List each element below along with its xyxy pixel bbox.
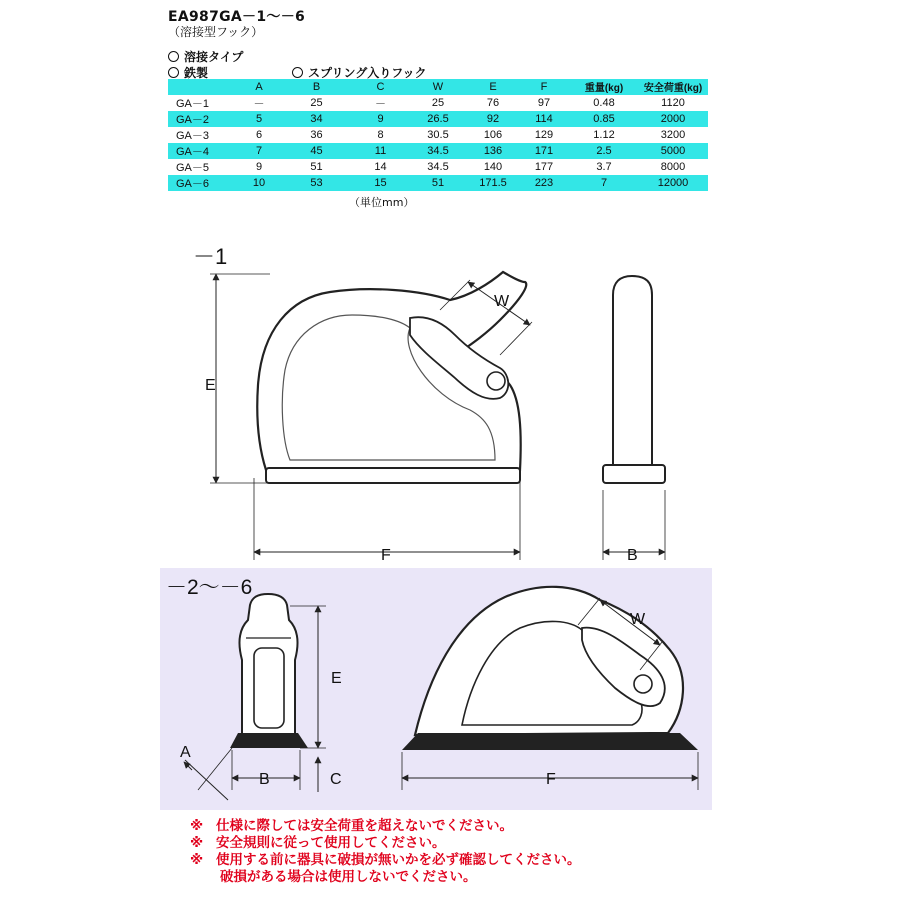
value-cell: 30.5 [427,128,449,141]
warning-text: 仕様に際しては安全荷重を超えないでください。 [216,818,513,834]
value-cell: 8000 [660,160,686,173]
model-cell: GA－6 [176,177,210,190]
value-cell: 12000 [657,176,689,189]
value-cell: 8 [377,128,384,141]
safety-warnings [190,818,581,886]
header-cell: B [312,80,321,93]
value-cell: 97 [537,96,551,109]
header-cell: 重量(kg) [584,83,624,95]
reference-mark: ※ [190,818,204,834]
value-cell: 114 [535,112,553,125]
value-cell: 106 [483,128,503,141]
model-cell: GA－3 [176,129,210,142]
dim-F-label: F [381,547,391,564]
dim-W-label: W [494,293,510,310]
model-cell: GA－4 [176,145,210,158]
warning-line [190,869,581,886]
figure2-hook [160,568,712,810]
value-cell: 7 [255,144,263,157]
value-cell: 34.5 [427,160,449,173]
value-cell: 1.12 [593,128,615,141]
dim-F2-label: F [546,771,556,788]
model-cell: GA－2 [176,113,210,126]
unit-note: （単位mm） [349,196,415,209]
value-cell: 51 [431,176,445,189]
value-cell: 3.7 [596,160,612,173]
header-cell: A [255,80,263,93]
warning-text: 使用する前に器具に破損が無いかを必ず確認してください。 [216,852,581,868]
value-cell: 25 [431,96,445,109]
value-cell: 26.5 [427,112,449,125]
header-cell: 安全荷重(kg) [643,83,703,95]
value-cell: 177 [534,160,554,173]
value-cell: 14 [374,160,387,173]
value-cell: 9 [255,160,263,173]
dim-B-label: B [627,547,638,564]
dim-E-label: E [205,377,216,394]
value-cell: 171 [534,144,554,157]
warning-text: 破損がある場合は使用しないでください。 [220,869,477,885]
model-cell: GA－1 [176,97,210,110]
latch-pivot-pin-2 [634,675,652,693]
value-cell: 11 [374,144,387,157]
dim-E2-label: E [331,670,342,687]
feature-label: スプリング入りフック [308,66,427,80]
value-cell: 7 [600,176,608,189]
value-cell: 34 [310,112,323,125]
value-cell: 3200 [660,128,686,141]
value-cell: 92 [486,112,500,125]
hook2-base-plate [402,733,698,750]
hook1-side-view [613,276,652,470]
hook1-side-base [603,465,665,483]
value-cell: 51 [310,160,323,173]
value-cell: 25 [310,96,323,109]
product-subtitle: （溶接型フック） [168,25,264,39]
warning-line [190,835,581,852]
value-cell: 140 [483,160,503,173]
figure1-label: －1 [193,244,228,269]
dim-A-label: A [180,744,191,761]
dim-C-label: C [330,771,342,788]
value-cell: 136 [483,144,503,157]
value-cell: 53 [310,176,323,189]
value-cell: 1120 [661,96,685,109]
value-cell: 76 [486,96,500,109]
value-cell: 5 [255,112,263,125]
value-cell: 0.48 [593,96,615,109]
value-cell: 5000 [660,144,686,157]
dim-B2-label: B [259,771,270,788]
value-cell: 0.85 [593,112,615,125]
header-cell: W [432,80,444,93]
warning-line [190,818,581,835]
value-cell: 2000 [660,112,686,125]
figure2-label: －2～－6 [166,576,253,599]
value-cell: 2.5 [596,144,612,157]
header-cell: E [489,80,497,93]
hook1-inner-opening [282,315,495,460]
reference-mark: ※ [190,852,204,868]
value-cell: 223 [534,176,554,189]
value-cell: 6 [255,128,263,141]
product-title: EA987GA－1～－6 [168,9,306,25]
header-cell: C [376,80,385,93]
model-cell: GA－5 [176,161,210,174]
value-cell: 9 [377,112,384,125]
hook1-base-plate [266,468,520,483]
value-cell: 34.5 [427,144,449,157]
value-cell: － [375,97,386,110]
value-cell: 171.5 [479,176,507,189]
figure1-hook [193,244,665,564]
hook2-side-base [230,733,308,748]
reference-mark: ※ [190,835,204,851]
value-cell: － [253,97,265,110]
value-cell: 129 [534,128,554,141]
value-cell: 45 [310,144,323,157]
value-cell: 36 [310,128,323,141]
dim-W2-label: W [630,611,646,628]
value-cell: 15 [374,176,387,189]
warning-line [190,852,581,869]
latch-pivot-pin [487,372,505,390]
hook2-side-inner [254,648,284,728]
value-cell: 10 [252,176,266,189]
feature-label: 溶接タイプ [184,50,244,64]
header-cell: F [540,80,548,93]
feature-label: 鉄製 [184,66,209,80]
warning-text: 安全規則に従って使用してください。 [216,835,446,851]
